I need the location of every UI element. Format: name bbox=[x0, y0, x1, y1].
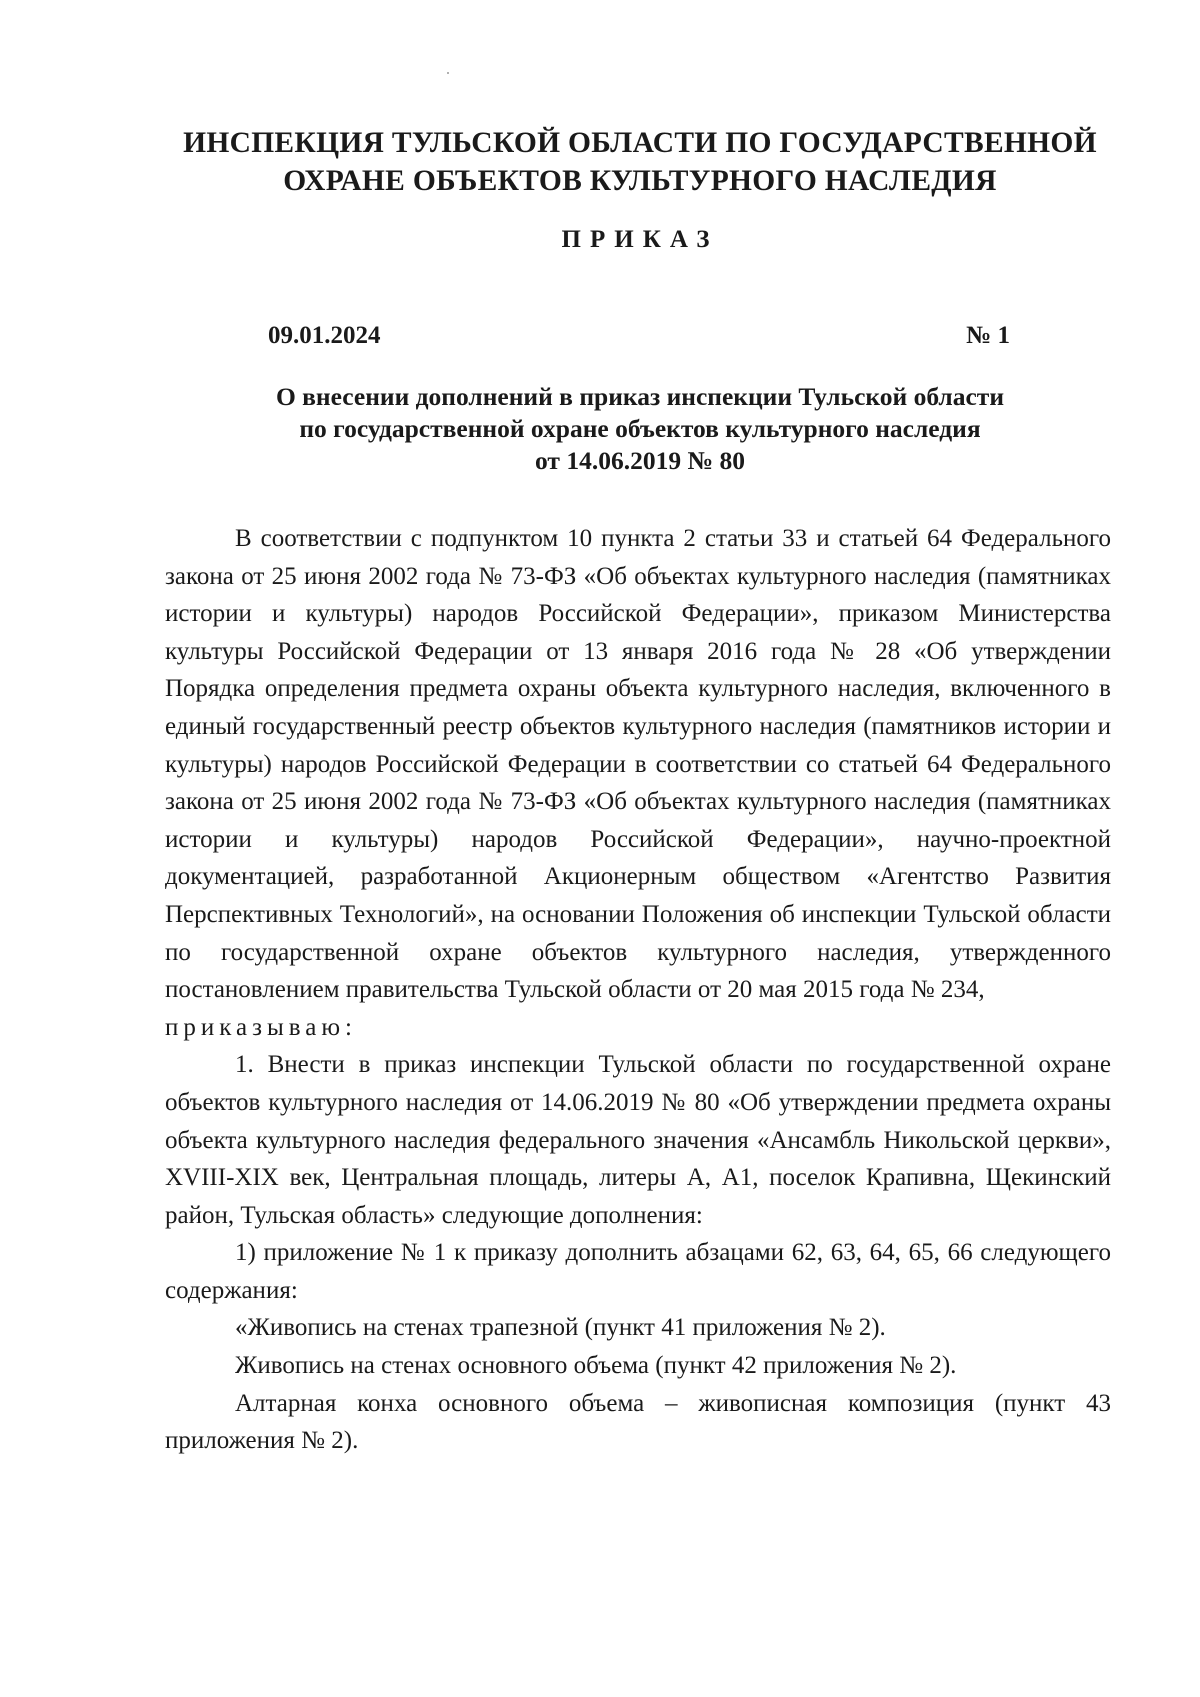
subject-line-1: О внесении дополнений в приказ инспекции Тульской области bbox=[275, 382, 1005, 411]
quote-paragraph-3: Алтарная конха основного объема – живописная композиция (пункт 43 приложения № 2). bbox=[165, 1389, 1111, 1455]
quote-paragraph-2: Живопись на стенах основного объема (пункт 42 приложения № 2). bbox=[235, 1352, 957, 1380]
subject-line-2: по государственной охране объектов культурного наследия bbox=[299, 414, 981, 443]
order-directive: приказываю: bbox=[165, 1013, 357, 1041]
order-body bbox=[165, 520, 1111, 1460]
order-date: 09.01.2024 bbox=[268, 322, 381, 349]
document-type: ПРИКАЗ bbox=[561, 226, 719, 253]
authority-line-1: ИНСПЕКЦИЯ ТУЛЬСКОЙ ОБЛАСТИ ПО ГОСУДАРСТВЕННОЙ bbox=[183, 127, 1097, 159]
authority-line-2: ОХРАНЕ ОБЪЕКТОВ КУЛЬТУРНОГО НАСЛЕДИЯ bbox=[283, 165, 997, 197]
order-subject bbox=[180, 381, 1100, 477]
preamble-paragraph: В соответствии с подпунктом 10 пункта 2 статьи 33 и статьей 64 Федерального закона от 25 июня 2002 года № 73-ФЗ «Об объектах культурного наследия (памятниках истории и культуры) народов Российской Федерации», приказом Министерства культуры Российской Федерации от 13 января 2016 года № 28 «Об утверждении Порядка определения предмета охраны объекта культурного наследия, включенного в единый государственный реестр объектов культурного наследия (памятников истории и культуры) народов Российской Федерации в соответствии со статьей 64 Федерального закона от 25 июня 2002 года № 73-ФЗ «Об объектах культурного наследия (памятниках истории и культуры) народов Российской Федерации», научно-проектной документацией, разработанной Акционерным обществом «Агентство Развития Перспективных Технологий», на основании Положения об инспекции Тульской области по государственной охране объектов культурного наследия, утвержденного постановлением правительства Тульской области от 20 мая 2015 года № 234, bbox=[165, 525, 1111, 1004]
issuing-authority bbox=[180, 124, 1100, 200]
order-number: № 1 bbox=[966, 322, 1010, 349]
item-1-paragraph: 1. Внести в приказ инспекции Тульской области по государственной охране объектов культурного наследия от 14.06.2019 № 80 «Об утверждении предмета охраны объекта культурного наследия федерального значения «Ансамбль Никольской церкви», XVIII-XIX век, Центральная площадь, литеры А, А1, поселок Крапивна, Щекинский район, Тульская область» следующие дополнения: bbox=[165, 1051, 1111, 1229]
quote-paragraph-1: «Живопись на стенах трапезной (пункт 41 приложения № 2). bbox=[235, 1314, 886, 1342]
subject-line-3: от 14.06.2019 № 80 bbox=[535, 446, 745, 475]
scan-speck bbox=[447, 72, 449, 74]
subitem-1-paragraph: 1) приложение № 1 к приказу дополнить абзацами 62, 63, 64, 65, 66 следующего содержания: bbox=[165, 1239, 1111, 1304]
